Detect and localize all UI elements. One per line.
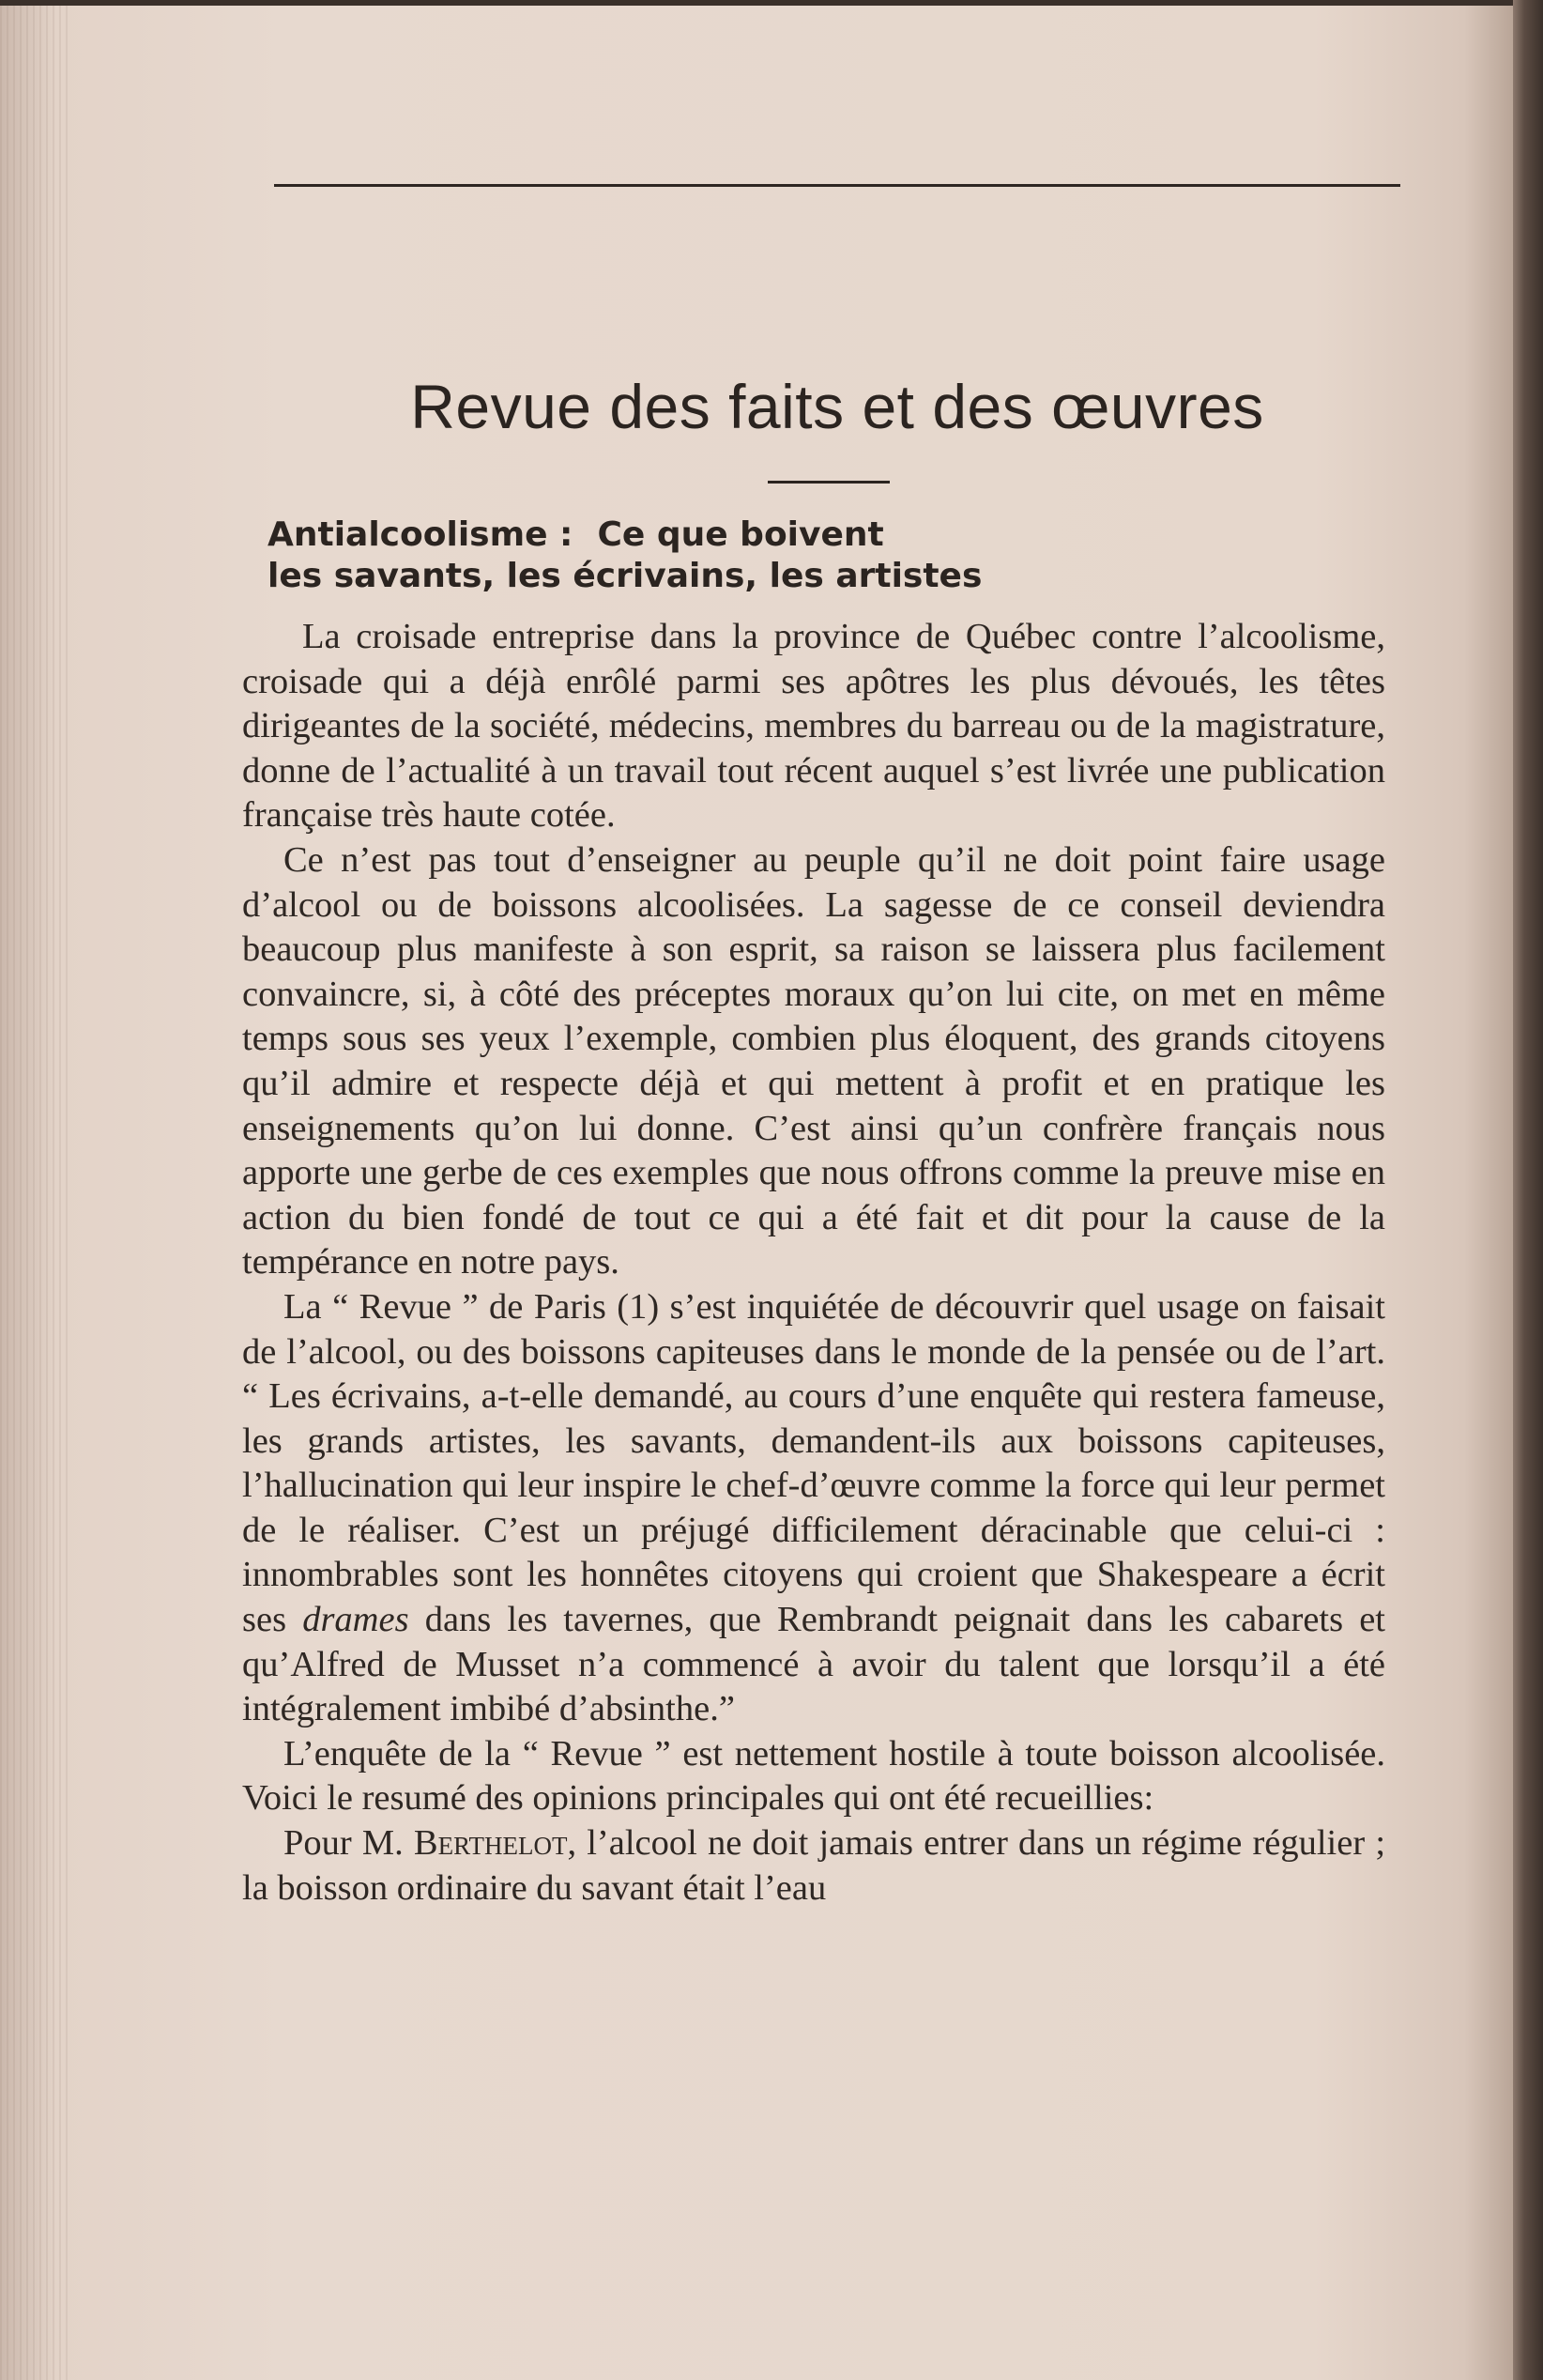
- paragraph-4: L’enquête de la “ Revue ” est nettement hostile à toute boisson alcoolisée. Voici le resumé des opinions principales qui ont été recueillies:: [242, 1733, 1385, 1819]
- paragraph-5: [242, 1821, 1385, 1911]
- book-spine-edge: [1513, 0, 1543, 2380]
- paragraph-3: [242, 1285, 1385, 1732]
- section-heading: [267, 514, 1300, 597]
- paragraph-1: La croisade entreprise dans la province de Québec contre l’alcoolisme, croisade qui a déjà enrôlé parmi ses apôtres les plus dévoués, les têtes dirigeantes de la société, médecins, membres du barreau ou de la magistrature, donne de l’actualité à un travail tout récent auquel s’est livrée une publication française très haute cotée.: [242, 617, 1385, 836]
- title-underline: [768, 481, 890, 484]
- section-heading-line-2: les savants, les écrivains, les artistes: [267, 557, 983, 595]
- section-heading-line-1: [267, 514, 1300, 556]
- section-heading-subject: Ce que boivent: [597, 515, 884, 554]
- page-top-edge: [0, 0, 1543, 6]
- page-gutter: [0, 0, 70, 2380]
- paragraph-5-name: Berthelot: [413, 1823, 568, 1864]
- paragraph-5-text-b: , l’alcool ne doit jamais entrer dans un régime régulier ; la boisson ordinaire du savant était l’eau: [242, 1823, 1386, 1908]
- paragraph-3-text-a: La “ Revue ” de Paris (1) s’est inquiétée de découvrir quel usage on faisait de l’alcool, ou des boissons capiteuses dans le monde de la pensée ou de l’art. “ Les écrivains, a-t-elle demandé, au cours d’une enquête qui restera fameuse, les grands artistes, les savants, demandent-ils aux boissons capiteuses, l’hallucination qui leur inspire le chef-d’œuvre comme la force qui leur permet de le réaliser. C’est un préjugé difficilement déracinable que celui-ci : innombrables sont les honnêtes citoyens qui croient que Shakespeare a écrit ses: [242, 1286, 1385, 1640]
- section-heading-lead: Antialcoolisme :: [267, 515, 573, 554]
- paragraph-3-text-b: dans les tavernes, que Rembrandt peignait dans les cabarets et qu’Alfred de Musset n’a commencé à avoir du talent que lorsqu’il a été intégralement imbibé d’absinthe.”: [242, 1600, 1386, 1729]
- header-rule: [274, 184, 1400, 187]
- paragraph-3-italic: drames: [302, 1600, 409, 1640]
- paragraph-5-text-a: Pour M.: [283, 1823, 404, 1864]
- article-title: Revue des faits et des œuvres: [410, 372, 1264, 441]
- article-body: [242, 615, 1385, 1911]
- paragraph-2: Ce n’est pas tout d’enseigner au peuple qu’il ne doit point faire usage d’alcool ou de boissons alcoolisées. La sagesse de ce conseil deviendra beaucoup plus manifeste à son esprit, sa raison se laissera plus facilement convaincre, si, à côté des préceptes moraux qu’on lui cite, on met en même temps sous ses yeux l’exemple, combien plus éloquent, des grands citoyens qu’il admire et respecte déjà et qui mettent à profit et en pratique les enseignements qu’on lui donne. C’est ainsi qu’un confrère français nous apporte une gerbe de ces exemples que nous offrons comme la preuve mise en action du bien fondé de tout ce qui a été fait et dit pour la cause de la tempérance en notre pays.: [242, 839, 1385, 1282]
